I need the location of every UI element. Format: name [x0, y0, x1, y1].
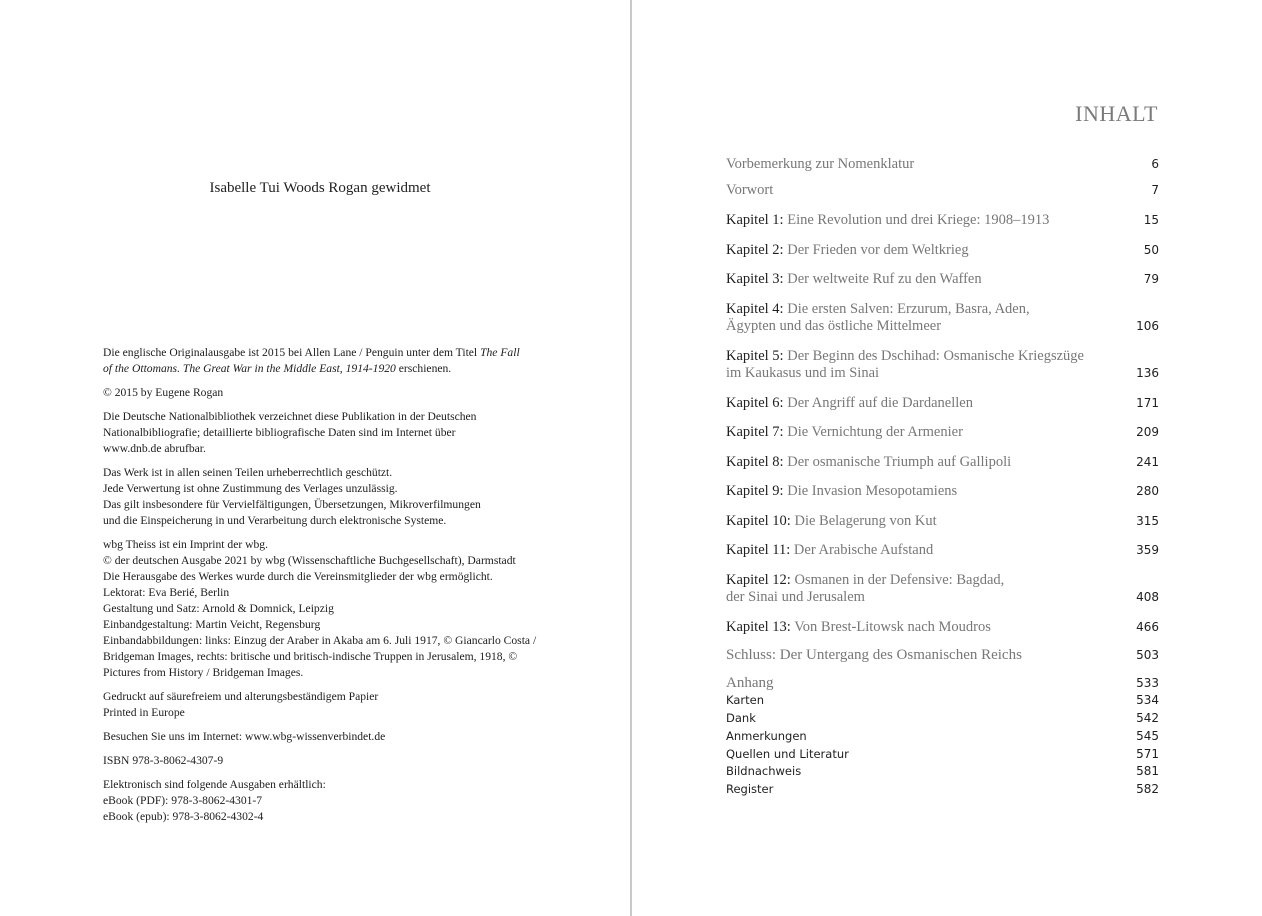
original-edition-note: Die englische Originalausgabe ist 2015 bei Allen Lane / Penguin unter dem Titel The Fall of the Ottomans. The Great War in the Middle East, 1914-1920 erschienen.	[103, 346, 520, 375]
toc-entry	[726, 647, 1159, 664]
dnb-note: Die Deutsche Nationalbibliothek verzeichnet diese Publikation in der Deutschen Nationalbibliografie; detaillierte bibliografische Daten sind im Internet über www.dnb.de abrufbar.	[103, 410, 477, 455]
toc-entry-text	[726, 271, 1106, 288]
appendix-title: Bildnachweis	[726, 764, 802, 778]
right-page	[632, 0, 1262, 916]
page-number: 466	[1136, 620, 1159, 634]
chapter-label: Kapitel 10:	[726, 513, 795, 529]
page-number: 209	[1136, 425, 1159, 439]
page-number: 533	[1136, 676, 1159, 690]
appendix-title: Dank	[726, 711, 756, 725]
chapter-label: Kapitel 7:	[726, 424, 788, 440]
cover-images-credit: Einbandabbildungen: links: Einzug der Araber in Akaba am 6. Juli 1917, © Giancarlo Costa / Bridgeman Images, rechts: britische und britisch-indische Truppen in Jerusalem, 1918, © Pictures from History / Bridgeman Images.	[103, 634, 537, 679]
toc-entry-text	[726, 424, 1106, 441]
toc-appendix-entry	[726, 763, 1159, 780]
page-number: 241	[1136, 455, 1159, 469]
toc-entry	[726, 424, 1159, 441]
paper-note: Gedruckt auf säurefreiem und alterungsbeständigem Papier Printed in Europe	[103, 690, 379, 719]
appendix-title: Register	[726, 782, 774, 796]
chapter-title: Von Brest-Litowsk nach Moudros	[794, 619, 991, 635]
left-page	[0, 0, 630, 916]
appendix-title: Quellen und Literatur	[726, 747, 849, 761]
toc-entry-text	[726, 542, 1106, 559]
toc-entry	[726, 572, 1159, 606]
chapter-label: Kapitel 8:	[726, 454, 788, 470]
appendix-title: Anmerkungen	[726, 729, 807, 743]
chapter-title: Der osmanische Triumph auf Gallipoli	[787, 454, 1012, 470]
toc-entry	[726, 675, 1159, 692]
chapter-title: Eine Revolution und drei Kriege: 1908–1913	[787, 212, 1050, 228]
chapter-title: Die ersten Salven: Erzurum, Basra, Aden, Ägypten und das östliche Mittelmeer	[726, 301, 1030, 334]
page-number: 408	[1136, 590, 1159, 604]
chapter-label: Kapitel 9:	[726, 483, 788, 499]
page-number: 582	[1136, 782, 1159, 796]
chapter-label: Kapitel 11:	[726, 542, 794, 558]
toc-appendix-entry	[726, 781, 1159, 798]
publisher-note: wbg Theiss ist ein Imprint der wbg. © der deutschen Ausgabe 2021 by wbg (Wissenschaftliche Buchgesellschaft), Darmstadt Die Herausgabe des Werkes wurde durch die Vereinsmitglieder der wbg ermöglicht. Lektorat: Eva Berié, Berlin Gestaltung und Satz: Arnold & Domnick, Leipzig Einbandgestaltung: Martin Veicht, Regensburg Einbandabbildungen: links: Einzug der Araber in Akaba am 6. Juli 1917, © Giancarlo Costa / Bridgeman Images, rechts: britische und britisch-indische Truppen in Jerusalem, 1918, © Pictures from History / Bridgeman Images.	[103, 537, 548, 681]
chapter-title: Der Arabische Aufstand	[793, 542, 934, 558]
page-number: 6	[1151, 157, 1159, 171]
chapter-title: Der weltweite Ruf zu den Waffen	[787, 271, 982, 287]
toc-entry-text	[726, 454, 1106, 471]
chapter-title: Der Angriff auf die Dardanellen	[787, 395, 973, 411]
dedication: Isabelle Tui Woods Rogan gewidmet	[209, 180, 431, 196]
toc-entry-text	[726, 647, 1106, 664]
page-number: 50	[1143, 243, 1159, 257]
toc-entry	[726, 271, 1159, 288]
chapter-label: Kapitel 5:	[726, 348, 788, 364]
page-number: 136	[1136, 366, 1159, 380]
chapter-label: Kapitel 6:	[726, 395, 788, 411]
page-number: 15	[1143, 213, 1159, 227]
toc-entry	[726, 212, 1159, 229]
toc-entry	[726, 513, 1159, 530]
toc-appendix-entry	[726, 746, 1159, 763]
page-number: 571	[1136, 747, 1159, 761]
page-number: 106	[1136, 319, 1159, 333]
toc-entry	[726, 483, 1159, 500]
toc-entry	[726, 348, 1159, 382]
page-number: 79	[1143, 272, 1159, 286]
page-number: 534	[1136, 693, 1159, 707]
chapter-title: Vorbemerkung zur Nomenklatur	[726, 156, 915, 172]
toc-entry	[726, 619, 1159, 636]
toc-entry-text	[726, 675, 1106, 692]
chapter-title: Anhang	[726, 675, 774, 691]
toc-entry-text	[726, 156, 1106, 173]
toc-entry	[726, 395, 1159, 412]
chapter-label: Kapitel 3:	[726, 271, 788, 287]
toc-title: INHALT	[1075, 101, 1158, 126]
toc-entry-text	[726, 513, 1106, 530]
page-number: 7	[1151, 183, 1159, 197]
chapter-title: Die Invasion Mesopotamiens	[787, 483, 958, 499]
toc-entry-text	[726, 182, 1106, 199]
isbn: ISBN 978-3-8062-4307-9	[103, 754, 224, 767]
toc-entry-text	[726, 395, 1106, 412]
chapter-title: Die Belagerung von Kut	[794, 513, 937, 529]
toc-appendix-entry	[726, 728, 1159, 745]
chapter-label: Kapitel 1:	[726, 212, 788, 228]
toc-entry	[726, 542, 1159, 559]
appendix-title: Karten	[726, 693, 764, 707]
page-number: 545	[1136, 729, 1159, 743]
page-number: 359	[1136, 543, 1159, 557]
toc-entry-text	[726, 301, 1046, 335]
website-note: Besuchen Sie uns im Internet: www.wbg-wissenverbindet.de	[103, 730, 386, 743]
toc-entry-text	[726, 483, 1106, 500]
chapter-title: Der Frieden vor dem Weltkrieg	[787, 242, 969, 258]
page-number: 542	[1136, 711, 1159, 725]
page-number: 581	[1136, 764, 1159, 778]
chapter-title: Die Vernichtung der Armenier	[787, 424, 963, 440]
toc-entry-text	[726, 619, 1106, 636]
toc-entry	[726, 242, 1159, 259]
imprint-block	[103, 345, 548, 833]
page-number: 503	[1136, 648, 1159, 662]
toc-entry-text	[726, 348, 1098, 382]
rights-note: Das Werk ist in allen seinen Teilen urheberrechtlich geschützt. Jede Verwertung ist ohne Zustimmung des Verlages unzulässig. Das gilt insbesondere für Vervielfältigungen, Übersetzungen, Mikroverfilmungen und die Einspeicherung in und Verarbeitung durch elektronische Systeme.	[103, 466, 481, 527]
toc-appendix-entry	[726, 710, 1159, 727]
chapter-title: Osmanen in der Defensive: Bagdad, der Sinai und Jerusalem	[726, 572, 1005, 605]
copyright-line: © 2015 by Eugene Rogan	[103, 386, 224, 399]
toc-entry	[726, 156, 1159, 173]
toc-entry	[726, 301, 1159, 335]
toc-entry	[726, 182, 1159, 199]
chapter-title: Der Beginn des Dschihad: Osmanische Kriegszüge im Kaukasus und im Sinai	[726, 348, 1084, 381]
page-number: 315	[1136, 514, 1159, 528]
toc-entry-text	[726, 242, 1106, 259]
chapter-title: Vorwort	[726, 182, 774, 198]
chapter-label: Kapitel 13:	[726, 619, 795, 635]
chapter-title: Schluss: Der Untergang des Osmanischen Reichs	[726, 647, 1022, 663]
chapter-label: Kapitel 12:	[726, 572, 795, 588]
ebook-note: Elektronisch sind folgende Ausgaben erhältlich: eBook (PDF): 978-3-8062-4301-7 eBook (epub): 978-3-8062-4302-4	[103, 778, 326, 823]
chapter-label: Kapitel 4:	[726, 301, 788, 317]
toc-entry-text	[726, 212, 1106, 229]
page-number: 280	[1136, 484, 1159, 498]
toc-entry-text	[726, 572, 1016, 606]
page-number: 171	[1136, 396, 1159, 410]
toc-entry	[726, 454, 1159, 471]
toc-appendix-entry	[726, 692, 1159, 709]
chapter-label: Kapitel 2:	[726, 242, 788, 258]
